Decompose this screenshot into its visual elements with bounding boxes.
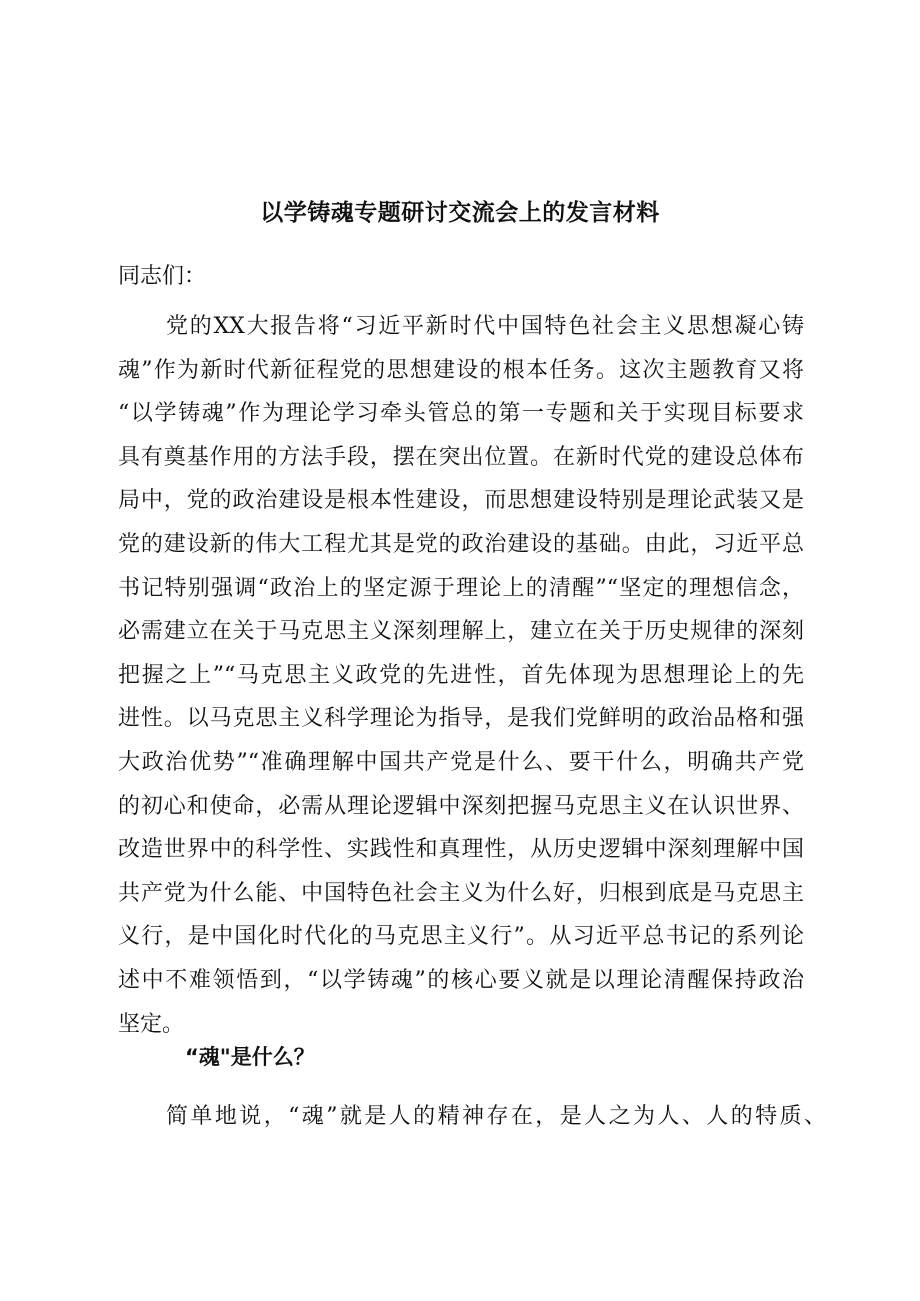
paragraph-line: 党的XX大报告将“习近平新时代中国特色社会主义思想凝心铸 [166, 314, 804, 339]
paragraph-line: 进性。以马克思主义科学理论为指导，是我们党鲜明的政治品格和强 [118, 706, 804, 732]
paragraph-line: 大政治优势”“准确理解中国共产党是什么、要干什么，明确共产党 [118, 749, 804, 775]
paragraph-line: 必需建立在关于马克思主义深刻理解上，建立在关于历史规律的深刻 [118, 619, 804, 645]
paragraph-2 [166, 1095, 826, 1139]
paragraph-line: 坚定。 [118, 1011, 185, 1037]
paragraph-line: 改造世界中的科学性、实践性和真理性，从历史逻辑中深刻理解中国 [118, 837, 804, 863]
paragraph-line: 具有奠基作用的方法手段，摆在突出位置。在新时代党的建设总体布 [118, 444, 804, 470]
paragraph-line: 义行，是中国化时代化的马克思主义行”。从习近平总书记的系列论 [118, 924, 804, 950]
paragraph-line: 述中不难领悟到，“以学铸魂”的核心要义就是以理论清醒保持政治 [118, 967, 804, 993]
paragraph-line: 魂”作为新时代新征程党的思想建设的根本任务。这次主题教育又将 [118, 357, 804, 383]
paragraph-line: “以学铸魂”作为理论学习牵头管总的第一专题和关于实现目标要求 [118, 401, 804, 427]
paragraph-line: 党的建设新的伟大工程尤其是党的政治建设的基础。由此，习近平总 [118, 531, 804, 557]
document-title: 以学铸魂专题研讨交流会上的发言材料 [260, 200, 660, 226]
paragraph-line: 局中，党的政治建设是根本性建设，而思想建设特别是理论武装又是 [118, 488, 804, 514]
salutation: 同志们： [118, 264, 207, 289]
paragraph-1 [118, 305, 804, 1046]
paragraph-line: 简单地说，“魂”就是人的精神存在，是人之为人、人的特质、 [166, 1104, 826, 1129]
paragraph-line: 共产党为什么能、中国特色社会主义为什么好，归根到底是马克思主 [118, 880, 804, 906]
paragraph-line: 书记特别强调“政治上的坚定源于理论上的清醒”“坚定的理想信念， [118, 575, 804, 601]
paragraph-line: 的初心和使命，必需从理论逻辑中深刻把握马克思主义在认识世界、 [118, 793, 804, 819]
paragraph-line: 把握之上”“马克思主义政党的先进性，首先体现为思想理论上的先 [118, 662, 804, 688]
section-subheading: “魂"是什么？ [185, 1045, 315, 1069]
